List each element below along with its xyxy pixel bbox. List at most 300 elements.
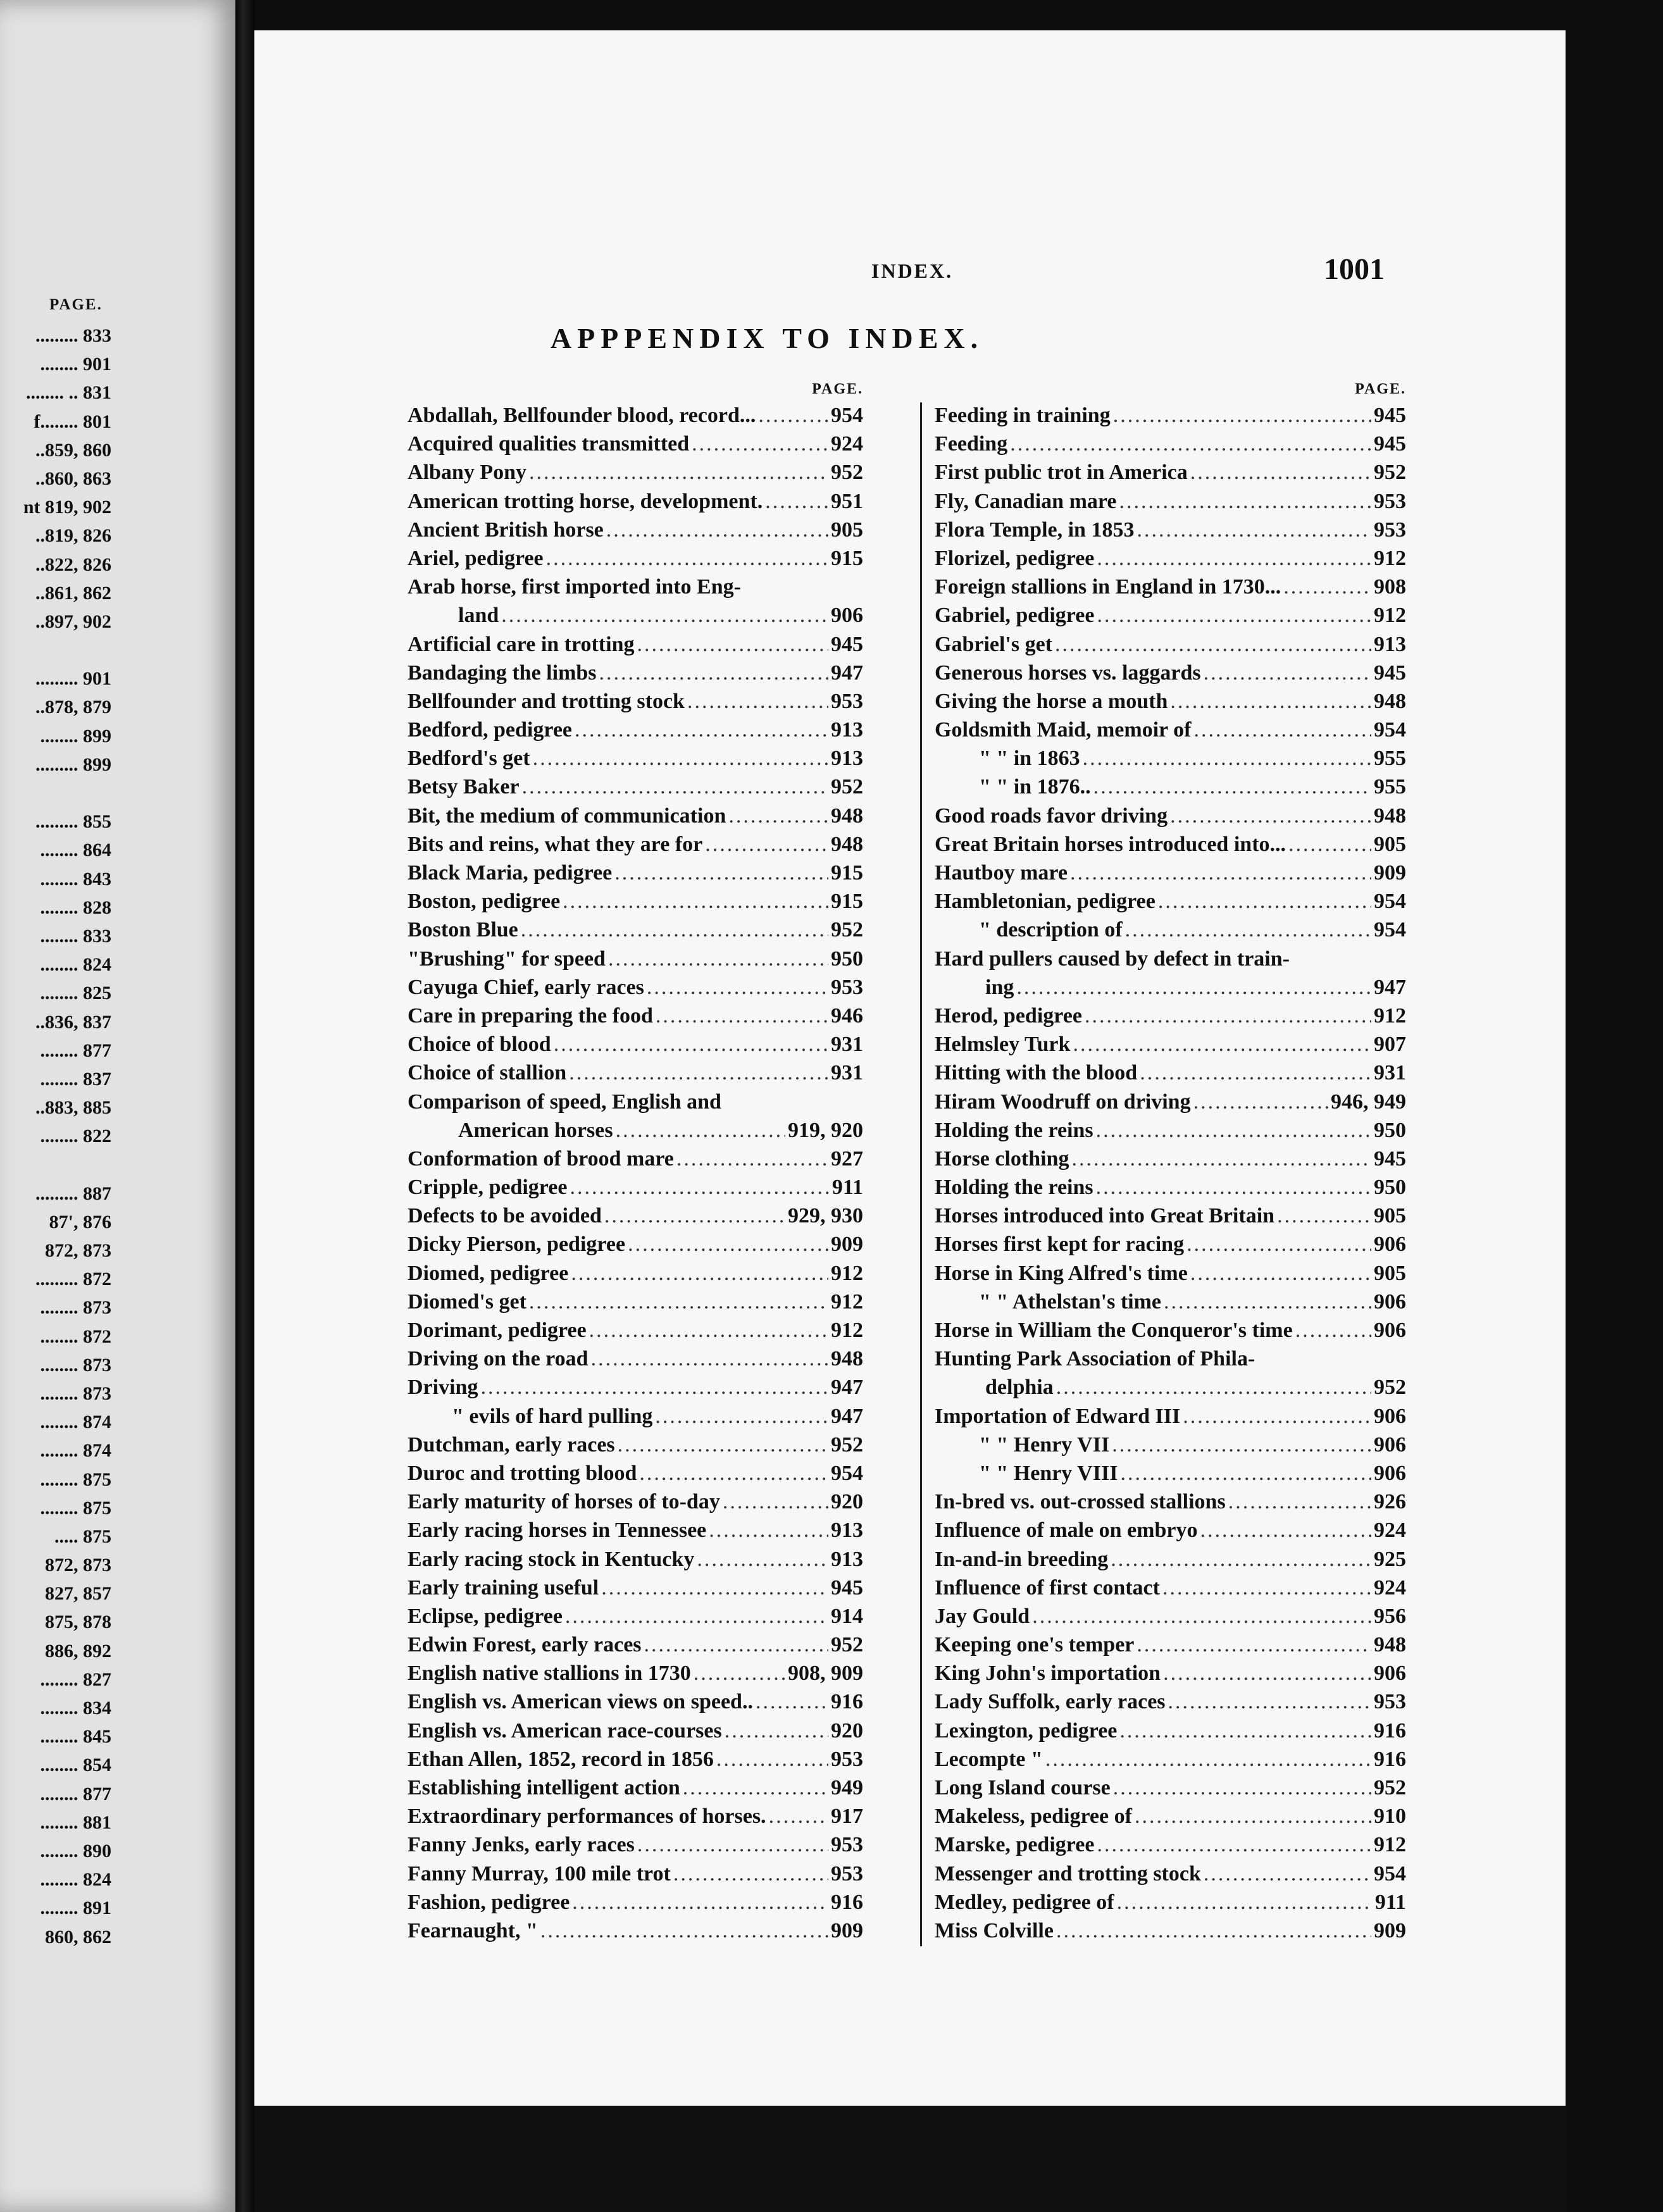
- index-entry: [935, 1002, 1406, 1030]
- dot-leader: [569, 1059, 828, 1087]
- index-entry: [408, 1088, 863, 1116]
- dot-leader: [1193, 1088, 1328, 1116]
- entry-page: 912: [831, 1261, 863, 1285]
- entry-text: In-bred vs. out-crossed stallions: [935, 1490, 1226, 1514]
- dot-leader: [608, 945, 828, 973]
- left-page-ref: ........ 833: [40, 925, 111, 947]
- index-entry: [408, 1717, 863, 1745]
- entry-page: 955: [1374, 747, 1406, 771]
- entry-text: Good roads favor driving: [935, 804, 1168, 828]
- entry-page: 946, 949: [1331, 1090, 1406, 1114]
- dot-leader: [554, 1030, 828, 1059]
- dot-leader: [1097, 1830, 1371, 1859]
- left-page-ref: 87', 876: [49, 1211, 111, 1233]
- dot-leader: [521, 916, 828, 944]
- entry-page: 951: [831, 489, 863, 513]
- index-entry: [935, 1516, 1406, 1544]
- entry-text: Marske, pedigree: [935, 1833, 1095, 1857]
- left-page-ref: ......... 833: [35, 325, 111, 346]
- index-entry: [408, 1431, 863, 1459]
- left-page-ref: ........ 873: [40, 1354, 111, 1376]
- entry-page: 906: [1374, 1662, 1406, 1686]
- dot-leader: [540, 1917, 828, 1945]
- dot-leader: [1073, 1030, 1371, 1059]
- entry-text: Driving: [408, 1376, 478, 1400]
- appendix-title: APPPENDIX TO INDEX.: [550, 322, 984, 354]
- index-entry: [935, 1631, 1406, 1659]
- dot-leader: [1135, 1802, 1371, 1830]
- dot-leader: [687, 687, 828, 716]
- left-page-ref: ..861, 862: [35, 582, 111, 604]
- entry-page: 906: [1374, 1319, 1406, 1342]
- left-page-ref: ..859, 860: [35, 439, 111, 461]
- left-page-ref: ..... 875: [54, 1525, 111, 1547]
- index-entry: [408, 1687, 863, 1716]
- entry-text: American horses: [458, 1118, 613, 1142]
- left-page-ref: ........ 827: [40, 1668, 111, 1690]
- left-page-ref: ........ .. 831: [26, 382, 111, 404]
- entry-page: 954: [1374, 718, 1406, 742]
- dot-leader: [529, 458, 828, 487]
- index-entry: [408, 487, 863, 516]
- index-entry: [935, 401, 1406, 430]
- left-page-ref: 875, 878: [45, 1612, 111, 1633]
- dot-leader: [1288, 830, 1371, 859]
- entry-text: Ancient British horse: [408, 518, 604, 542]
- index-entry: [935, 1574, 1406, 1602]
- entry-text: Edwin Forest, early races: [408, 1633, 642, 1657]
- entry-page: 953: [831, 975, 863, 999]
- entry-text: Early racing horses in Tennessee: [408, 1519, 707, 1543]
- index-entry: [408, 687, 863, 716]
- running-header: INDEX.: [871, 259, 954, 282]
- index-entry: [408, 401, 863, 430]
- entry-page: 954: [831, 1461, 863, 1485]
- left-page-ref: ......... 901: [35, 668, 111, 690]
- entry-text: Hunting Park Association of Phila-: [935, 1347, 1255, 1371]
- index-entry: [408, 1917, 863, 1945]
- entry-page: 950: [1374, 1176, 1406, 1200]
- left-page-ref: ........ 875: [40, 1469, 111, 1490]
- index-entry: [408, 1116, 863, 1145]
- dot-leader: [1055, 630, 1371, 659]
- index-entry: [935, 573, 1406, 601]
- left-page-ref: ..897, 902: [35, 611, 111, 632]
- left-page-ref: ........ 901: [40, 354, 111, 375]
- page-bottom-edge: [254, 2106, 1566, 2212]
- left-page-ref: ........ 873: [40, 1297, 111, 1319]
- index-entry: [935, 1830, 1406, 1859]
- index-entry: [935, 1402, 1406, 1431]
- dot-leader: [692, 430, 828, 458]
- index-entry: [935, 458, 1406, 487]
- entry-text: Medley, pedigree of: [935, 1890, 1114, 1914]
- left-page-ref: ........ 864: [40, 840, 111, 861]
- entry-page: 952: [831, 461, 863, 485]
- left-page-ref: 886, 892: [45, 1640, 111, 1662]
- dot-leader: [637, 630, 828, 659]
- dot-leader: [563, 887, 828, 916]
- entry-text: Florizel, pedigree: [935, 546, 1095, 570]
- entry-text: Conformation of brood mare: [408, 1146, 674, 1171]
- dot-leader: [765, 487, 828, 516]
- dot-leader: [565, 1602, 828, 1631]
- entry-text: Fanny Jenks, early races: [408, 1833, 635, 1857]
- entry-text: Hambletonian, pedigree: [935, 890, 1155, 914]
- dot-leader: [1170, 687, 1371, 716]
- index-entry: [408, 802, 863, 830]
- index-entry: [408, 1402, 863, 1431]
- entry-page: 955: [1374, 775, 1406, 799]
- left-page-ref: ........ 874: [40, 1412, 111, 1433]
- entry-text: Gabriel, pedigree: [935, 604, 1095, 628]
- left-page-ref: ......... 855: [35, 811, 111, 833]
- book-spine: [235, 0, 254, 2212]
- entry-text: Influence of male on embryo: [935, 1519, 1198, 1543]
- index-entry: [935, 1717, 1406, 1745]
- entry-text: Early training useful: [408, 1575, 599, 1600]
- left-page-ref: ........ 891: [40, 1898, 111, 1919]
- entry-page: 925: [1374, 1547, 1406, 1571]
- left-page-ref: ..860, 863: [35, 468, 111, 489]
- index-entry: [408, 544, 863, 573]
- dot-leader: [1056, 1373, 1371, 1401]
- entry-text: " evils of hard pulling: [452, 1404, 653, 1428]
- entry-text: Dicky Pierson, pedigree: [408, 1233, 626, 1257]
- index-entry: [935, 1173, 1406, 1202]
- entry-text: English vs. American views on speed..: [408, 1690, 753, 1714]
- index-entry: [935, 1488, 1406, 1516]
- left-page-ref: ........ 854: [40, 1755, 111, 1776]
- entry-page: 920: [831, 1490, 863, 1514]
- entry-page: 948: [1374, 689, 1406, 713]
- entry-page: 924: [831, 432, 863, 456]
- index-column-right: [935, 377, 1406, 1945]
- entry-page: 915: [831, 546, 863, 570]
- entry-text: Dorimant, pedigree: [408, 1319, 587, 1342]
- entry-page: 906: [1374, 1233, 1406, 1257]
- entry-text: Abdallah, Bellfounder blood, record...: [408, 404, 756, 427]
- left-page-ref: ........ 834: [40, 1698, 111, 1718]
- entry-text: Albany Pony: [408, 461, 526, 485]
- index-entry: [408, 1574, 863, 1602]
- entry-page: 952: [831, 775, 863, 799]
- entry-text: English vs. American race-courses: [408, 1718, 722, 1743]
- entry-page: 946: [831, 1003, 863, 1028]
- entry-page: 905: [1374, 1261, 1406, 1285]
- entry-page: 905: [1374, 832, 1406, 856]
- dot-leader: [571, 1259, 828, 1288]
- entry-text: " " in 1876..: [979, 775, 1091, 799]
- dot-leader: [1096, 1173, 1371, 1202]
- entry-text: Horse clothing: [935, 1146, 1069, 1171]
- dot-leader: [575, 716, 828, 744]
- index-entry: [935, 1145, 1406, 1173]
- index-entry: [935, 916, 1406, 944]
- index-entry: [408, 1659, 863, 1687]
- entry-text: Driving on the road: [408, 1347, 589, 1371]
- entry-text: Establishing intelligent action: [408, 1776, 680, 1799]
- dot-leader: [676, 1145, 828, 1173]
- index-entry: [408, 1745, 863, 1774]
- index-entry: [935, 1088, 1406, 1116]
- dot-leader: [546, 544, 828, 573]
- left-page-ref: ........ 872: [40, 1326, 111, 1347]
- dot-leader: [1204, 1860, 1371, 1888]
- index-entry: [935, 1774, 1406, 1802]
- entry-text: Long Island course: [935, 1776, 1111, 1799]
- dot-leader: [1045, 1745, 1371, 1774]
- entry-page: 907: [1374, 1033, 1406, 1057]
- index-entry: [935, 973, 1406, 1002]
- dot-leader: [705, 830, 828, 859]
- index-entry: [408, 1259, 863, 1288]
- entry-text: Great Britain horses introduced into...: [935, 832, 1286, 856]
- dot-leader: [1117, 1888, 1373, 1917]
- left-page-ref: ........ 825: [40, 983, 111, 1004]
- dot-leader: [758, 401, 828, 430]
- index-entry: [935, 687, 1406, 716]
- index-entry: [935, 1230, 1406, 1258]
- index-entry: [935, 1316, 1406, 1345]
- entry-text: Bedford, pedigree: [408, 718, 573, 742]
- index-entry: [408, 1059, 863, 1087]
- index-entry: [935, 1802, 1406, 1830]
- index-entry: [408, 1316, 863, 1345]
- index-entry: [408, 744, 863, 773]
- dot-leader: [1120, 1459, 1371, 1488]
- left-page-ref: ........ 875: [40, 1497, 111, 1519]
- index-entry: [935, 1888, 1406, 1917]
- entry-page: 952: [831, 1432, 863, 1457]
- index-entry: [935, 601, 1406, 630]
- index-entry: [408, 1173, 863, 1202]
- entry-text: Eclipse, pedigree: [408, 1604, 563, 1628]
- entry-page: 947: [831, 1376, 863, 1400]
- index-entry: [935, 887, 1406, 916]
- entry-page: 909: [1374, 861, 1406, 885]
- entry-page: 954: [831, 404, 863, 427]
- entry-text: Horse in William the Conqueror's time: [935, 1319, 1293, 1342]
- index-entry: [408, 945, 863, 973]
- entry-text: Early racing stock in Kentucky: [408, 1547, 695, 1571]
- entry-text: Betsy Baker: [408, 775, 520, 799]
- entry-page: 908, 909: [788, 1662, 863, 1686]
- dot-leader: [1113, 1774, 1371, 1802]
- entry-page: 919, 920: [788, 1118, 863, 1142]
- entry-text: Herod, pedigree: [935, 1003, 1082, 1028]
- entry-page: 952: [1374, 1376, 1406, 1400]
- entry-text: English native stallions in 1730: [408, 1662, 691, 1686]
- dot-leader: [1164, 1288, 1371, 1316]
- entry-text: Goldsmith Maid, memoir of: [935, 718, 1192, 742]
- entry-text: Arab horse, first imported into Eng-: [408, 575, 741, 599]
- column-header: PAGE.: [812, 381, 863, 397]
- entry-page: 916: [831, 1890, 863, 1914]
- left-page-ref: ......... 872: [35, 1269, 111, 1290]
- entry-text: Choice of blood: [408, 1033, 551, 1057]
- dot-leader: [599, 659, 828, 687]
- entry-text: Diomed, pedigree: [408, 1261, 569, 1285]
- entry-text: " " Henry VII: [979, 1432, 1110, 1457]
- entry-text: Extraordinary performances of horses.: [408, 1805, 766, 1829]
- entry-text: " " Henry VIII: [979, 1461, 1118, 1485]
- dot-leader: [1097, 544, 1371, 573]
- dot-leader: [1119, 1717, 1371, 1745]
- dot-leader: [1140, 1059, 1371, 1087]
- index-entry: [408, 1860, 863, 1888]
- dot-leader: [1113, 401, 1371, 430]
- dot-leader: [716, 1745, 828, 1774]
- entry-page: 912: [831, 1289, 863, 1314]
- index-column-left: [408, 377, 863, 1945]
- entry-page: 912: [1374, 1833, 1406, 1857]
- entry-page: 954: [1374, 1861, 1406, 1886]
- index-entry: [935, 1745, 1406, 1774]
- entry-text: Hard pullers caused by defect in train-: [935, 947, 1290, 971]
- entry-text: King John's importation: [935, 1662, 1161, 1686]
- entry-page: 909: [831, 1918, 863, 1942]
- dot-leader: [1070, 859, 1371, 887]
- entry-text: Hautboy mare: [935, 861, 1068, 885]
- left-page-ref: [0, 779, 111, 807]
- index-entry: [408, 1602, 863, 1631]
- entry-page: 912: [1374, 604, 1406, 628]
- dot-leader: [1295, 1316, 1371, 1345]
- dot-leader: [1096, 1116, 1371, 1145]
- index-entry: [408, 630, 863, 659]
- entry-text: Feeding in training: [935, 404, 1111, 427]
- left-page-ref: 827, 857: [45, 1583, 111, 1605]
- dot-leader: [637, 1830, 828, 1859]
- dot-leader: [1137, 516, 1371, 544]
- dot-leader: [1190, 458, 1371, 487]
- dot-leader: [591, 1345, 828, 1373]
- index-entry: [935, 516, 1406, 544]
- entry-page: 953: [1374, 518, 1406, 542]
- entry-text: Horses first kept for racing: [935, 1233, 1185, 1257]
- entry-text: Holding the reins: [935, 1118, 1093, 1142]
- index-entry: [935, 773, 1406, 801]
- entry-text: Acquired qualities transmitted: [408, 432, 690, 456]
- index-entry: [935, 1202, 1406, 1230]
- index-entry: [408, 601, 863, 630]
- entry-page: 906: [1374, 1289, 1406, 1314]
- dot-leader: [709, 1516, 828, 1544]
- index-entry: [935, 1431, 1406, 1459]
- column-divider: [920, 402, 922, 1946]
- left-page-ref: ..819, 826: [35, 525, 111, 547]
- index-entry: [935, 630, 1406, 659]
- entry-page: 924: [1374, 1575, 1406, 1600]
- entry-text: Early maturity of horses of to-day: [408, 1490, 720, 1514]
- entry-text: Horse in King Alfred's time: [935, 1261, 1188, 1285]
- entry-text: Keeping one's temper: [935, 1633, 1135, 1657]
- entry-text: In-and-in breeding: [935, 1547, 1109, 1571]
- dot-leader: [533, 744, 828, 773]
- entry-page: 911: [831, 1176, 863, 1200]
- left-page-ref: ......... 887: [35, 1183, 111, 1204]
- entry-page: 945: [1374, 1146, 1406, 1171]
- entry-page: 948: [1374, 804, 1406, 828]
- left-page-ref: [0, 636, 111, 664]
- index-entry: [935, 1259, 1406, 1288]
- entry-page: 905: [831, 518, 863, 542]
- index-entry: [935, 830, 1406, 859]
- entry-page: 949: [831, 1776, 863, 1799]
- entry-page: 947: [831, 1404, 863, 1428]
- index-entry: [935, 1345, 1406, 1373]
- dot-leader: [756, 1687, 828, 1716]
- index-entry: [408, 1288, 863, 1316]
- index-entry: [408, 1230, 863, 1258]
- entry-text: Fanny Murray, 100 mile trot: [408, 1861, 671, 1886]
- entry-text: Ariel, pedigree: [408, 546, 544, 570]
- entry-text: Bellfounder and trotting stock: [408, 689, 685, 713]
- dot-leader: [628, 1230, 828, 1258]
- dot-leader: [606, 516, 828, 544]
- dot-leader: [572, 1888, 828, 1917]
- entry-text: American trotting horse, development.: [408, 489, 763, 513]
- entry-text: Jay Gould: [935, 1604, 1030, 1628]
- dot-leader: [697, 1545, 828, 1574]
- index-entry: [935, 1687, 1406, 1716]
- dot-leader: [1111, 1545, 1371, 1574]
- dot-leader: [1010, 430, 1371, 458]
- entry-page: 950: [1374, 1118, 1406, 1142]
- left-page-ref: ........ 877: [40, 1040, 111, 1061]
- entry-page: 912: [1374, 1003, 1406, 1028]
- index-entry: [408, 773, 863, 801]
- entry-text: " " in 1863: [979, 747, 1080, 771]
- index-entry: [408, 1373, 863, 1401]
- entry-text: Fashion, pedigree: [408, 1890, 570, 1914]
- dot-leader: [616, 1116, 785, 1145]
- index-page: [254, 30, 1566, 2106]
- index-entry: [935, 1860, 1406, 1888]
- dot-leader: [614, 859, 828, 887]
- entry-text: Bandaging the limbs: [408, 661, 597, 685]
- dot-leader: [1032, 1602, 1371, 1631]
- entry-page: 906: [1374, 1432, 1406, 1457]
- dot-leader: [1162, 1574, 1371, 1602]
- dot-leader: [570, 1173, 829, 1202]
- entry-text: Care in preparing the food: [408, 1003, 653, 1028]
- entry-page: 913: [831, 1519, 863, 1543]
- index-entry: [408, 1631, 863, 1659]
- entry-text: Feeding: [935, 432, 1008, 456]
- left-page-column-header: PAGE.: [49, 296, 103, 313]
- dot-leader: [1137, 1631, 1371, 1659]
- entry-text: Fearnaught, ": [408, 1918, 538, 1942]
- left-page-ref: ..883, 885: [35, 1097, 111, 1119]
- left-page-ref: ........ 828: [40, 897, 111, 918]
- index-entry: [935, 1459, 1406, 1488]
- entry-text: delphia: [985, 1376, 1054, 1400]
- entry-page: 920: [831, 1718, 863, 1743]
- entry-text: "Brushing" for speed: [408, 947, 606, 971]
- dot-leader: [1163, 1659, 1371, 1687]
- left-page-ref: 872, 873: [45, 1555, 111, 1576]
- entry-page: 945: [831, 1575, 863, 1600]
- dot-leader: [1277, 1202, 1371, 1230]
- index-entry: [408, 1802, 863, 1830]
- entry-page: 915: [831, 890, 863, 914]
- entry-text: Makeless, pedigree of: [935, 1805, 1132, 1829]
- entry-page: 953: [831, 1747, 863, 1771]
- entry-text: Lady Suffolk, early races: [935, 1690, 1166, 1714]
- dot-leader: [529, 1288, 828, 1316]
